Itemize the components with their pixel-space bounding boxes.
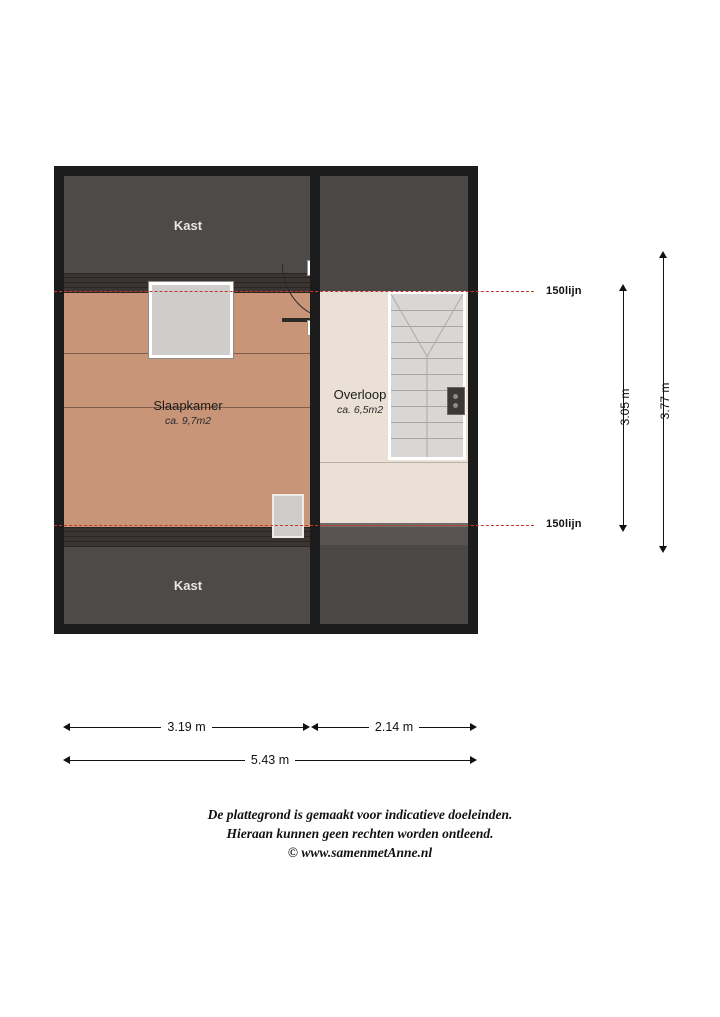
footer-line-3: © www.samenmetAnne.nl — [287, 845, 433, 860]
line-150-top-label: 150lijn — [546, 285, 582, 297]
window-icon — [149, 282, 233, 358]
staircase-icon — [388, 291, 466, 460]
room-name: Overloop — [333, 387, 387, 402]
room-name: Kast — [173, 578, 203, 593]
room-area: ca. 9,7m2 — [164, 415, 212, 427]
dimension-value: 5.43 m — [245, 753, 295, 767]
stair-rail-icon — [391, 294, 463, 457]
meter-cabinet-icon — [447, 387, 465, 415]
radiator-icon — [272, 494, 304, 538]
dimension-value: 3.19 m — [161, 720, 211, 734]
room-label-kast-top — [128, 218, 248, 233]
room-name: Kast — [173, 218, 203, 233]
footer-line-2: Hieraan kunnen geen rechten worden ontleend. — [226, 826, 494, 841]
footer-line-1: De plattegrond is gemaakt voor indicatieve doeleinden. — [207, 807, 513, 822]
dimension-horizontal-left-label — [70, 720, 303, 734]
line-150-bottom — [54, 525, 534, 526]
room-label-overloop — [300, 387, 420, 416]
room-area: ca. 6,5m2 — [336, 404, 384, 416]
landing-shadow — [320, 523, 468, 545]
dimension-value: 2.14 m — [369, 720, 419, 734]
dimension-vertical-outer-label: 3.77 m — [658, 382, 672, 420]
dimension-horizontal-right-label — [318, 720, 470, 734]
line-150-bottom-label: 150lijn — [546, 518, 582, 530]
room-label-slaapkamer — [128, 398, 248, 427]
line-150-top — [54, 291, 534, 292]
room-name: Slaapkamer — [153, 398, 223, 413]
dimension-vertical-inner-label: 3.05 m — [618, 388, 632, 426]
footer-disclaimer — [0, 805, 720, 862]
dimension-horizontal-total-label — [70, 753, 470, 767]
floor-line — [320, 462, 468, 463]
room-label-kast-bottom — [128, 578, 248, 593]
